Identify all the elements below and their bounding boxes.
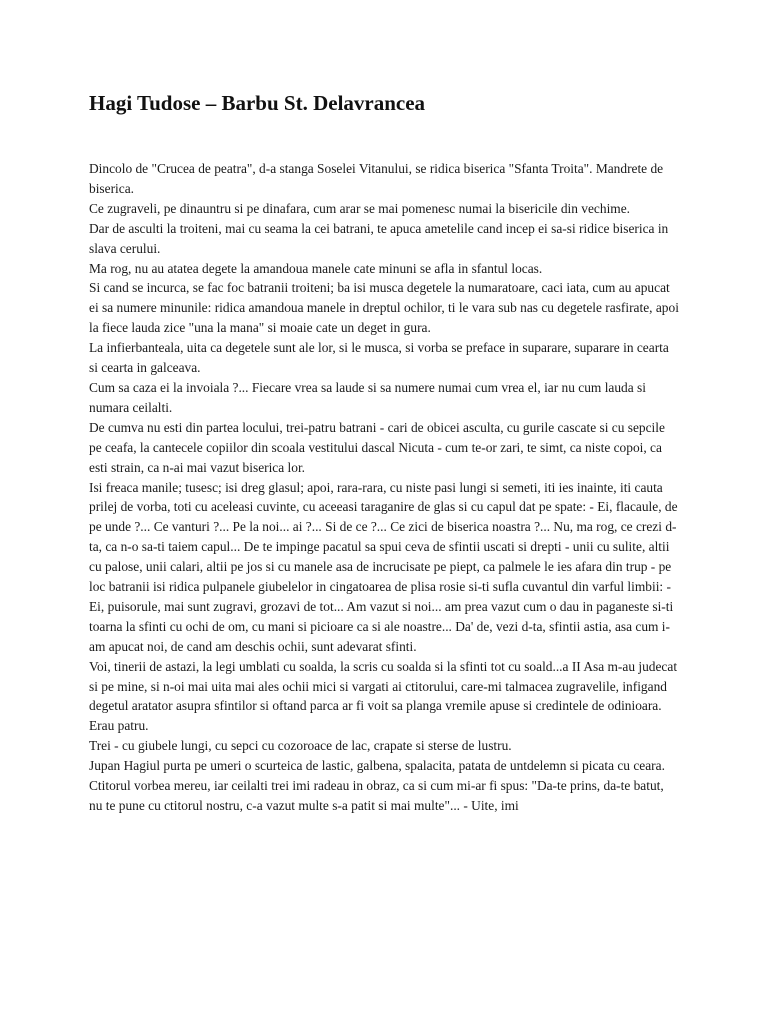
paragraph: Ce zugraveli, pe dinauntru si pe dinafara, cum arar se mai pomenesc numai la bisericile din vechime.: [89, 200, 630, 216]
paragraph: Jupan Hagiul purta pe umeri o scurteica de lastic, galbena, spalacita, patata de untdelemn si picata cu ceara.: [89, 758, 665, 774]
document-body: [89, 159, 679, 816]
paragraph: Si cand se incurca, se fac foc batranii troiteni; ba isi musca degetele la numaratoare, caci iata, cum au apucat ei sa numere minunile: ridica amandoua manele in dreptul ochilor, ti le vara sub nas cu degetele rasfirate, apoi la fiece lauda zice "una la mana" si moaie cate un deget in gura.: [89, 280, 679, 336]
document-page: [89, 88, 679, 816]
paragraph: Ctitorul vorbea mereu, iar ceilalti trei imi radeau in obraz, ca si cum mi-ar fi spus: "Da-te prins, da-te batut, nu te pune cu ctitorul nostru, c-a vazut multe s-a patit si mai multe"... - Uite, imi: [89, 778, 664, 813]
paragraph: Cum sa caza ei la invoiala ?... Fiecare vrea sa laude si sa numere numai cum vrea el, iar nu cum lauda si numara ceilalti.: [89, 379, 646, 415]
paragraph: De cumva nu esti din partea locului, trei-patru batrani - cari de obicei asculta, cu gurile cascate si cu sepcile pe ceafa, la cantecele copiilor din scoala vestitului dascal Nicuta - cum te-or zari, te simt, ca niste copoi, ca esti strain, ca n-ai mai vazut biserica lor.: [89, 419, 665, 475]
paragraph: Trei - cu giubele lungi, cu sepci cu cozoroace de lac, crapate si sterse de lustru.: [89, 738, 512, 754]
document-title: Hagi Tudose – Barbu St. Delavrancea: [89, 91, 426, 115]
paragraph: Ma rog, nu au atatea degete la amandoua manele cate minuni se afla in sfantul locas.: [89, 260, 543, 276]
paragraph: La infierbanteala, uita ca degetele sunt ale lor, si le musca, si vorba se preface in suparare, suparare in cearta si cearta in galceava.: [89, 340, 669, 376]
paragraph: Dincolo de "Crucea de peatra", d-a stanga Soselei Vitanului, se ridica biserica "Sfanta Troita". Mandrete de biserica.: [89, 161, 664, 196]
paragraph: Dar de asculti la troiteni, mai cu seama la cei batrani, te apuca ametelile cand incep ei sa-si ridice biserica in slava cerului.: [89, 220, 669, 256]
paragraph: Isi freaca manile; tusesc; isi dreg glasul; apoi, rara-rara, cu niste pasi lungi si semeti, iti ies inainte, iti cauta prilej de vorba, toti cu aceleasi cuvinte, cu aceeasi taraganire de glas si cu capul dat pe spate: - Ei, flacaule, de pe unde ?... Ce vanturi ?... Pe la noi... ai ?... Si de ce ?... Ce zici de biserica noastra ?... Nu, ma rog, ce crezi d-ta, ca n-o sa-ti taiem capul... De te impinge pacatul sa spui ceva de sfintii uscati si drepti - unii cu sulite, altii cu palose, unii calari, altii pe jos si cu manele asa de incrucisate pe piept, ca palmele le ies afara din trup - pe loc batranii isi ridica pulpanele giubelelor in cingatoarea de plisa rosie si-ti sufla cuvantul din varful limbii: - Ei, puisorule, mai sunt zugravi, grozavi de tot... Am vazut si noi... am prea vazut cum o dau in paganeste si-ti toarna la sfinti cu ochi de om, cu mani si picioare ca si ale noastre... Da' de, vezi d-ta, sfintii astia, asa cum i-am apucat noi, de cand am deschis ochii, sunt adevarat sfinti.: [89, 479, 678, 654]
paragraph: Erau patru.: [89, 718, 149, 734]
paragraph: Voi, tinerii de astazi, la legi umblati cu soalda, la scris cu soalda si la sfinti tot cu soald...a II Asa m-au judecat si pe mine, si n-oi mai uita mai ales ochii mici si vargati ai ctitorului, care-mi talmacea zugravelile, infigand degetul aratator asupra sfintilor si oftand parca ar fi voit sa planga vremile apuse si credintele de odinioara.: [89, 658, 678, 714]
